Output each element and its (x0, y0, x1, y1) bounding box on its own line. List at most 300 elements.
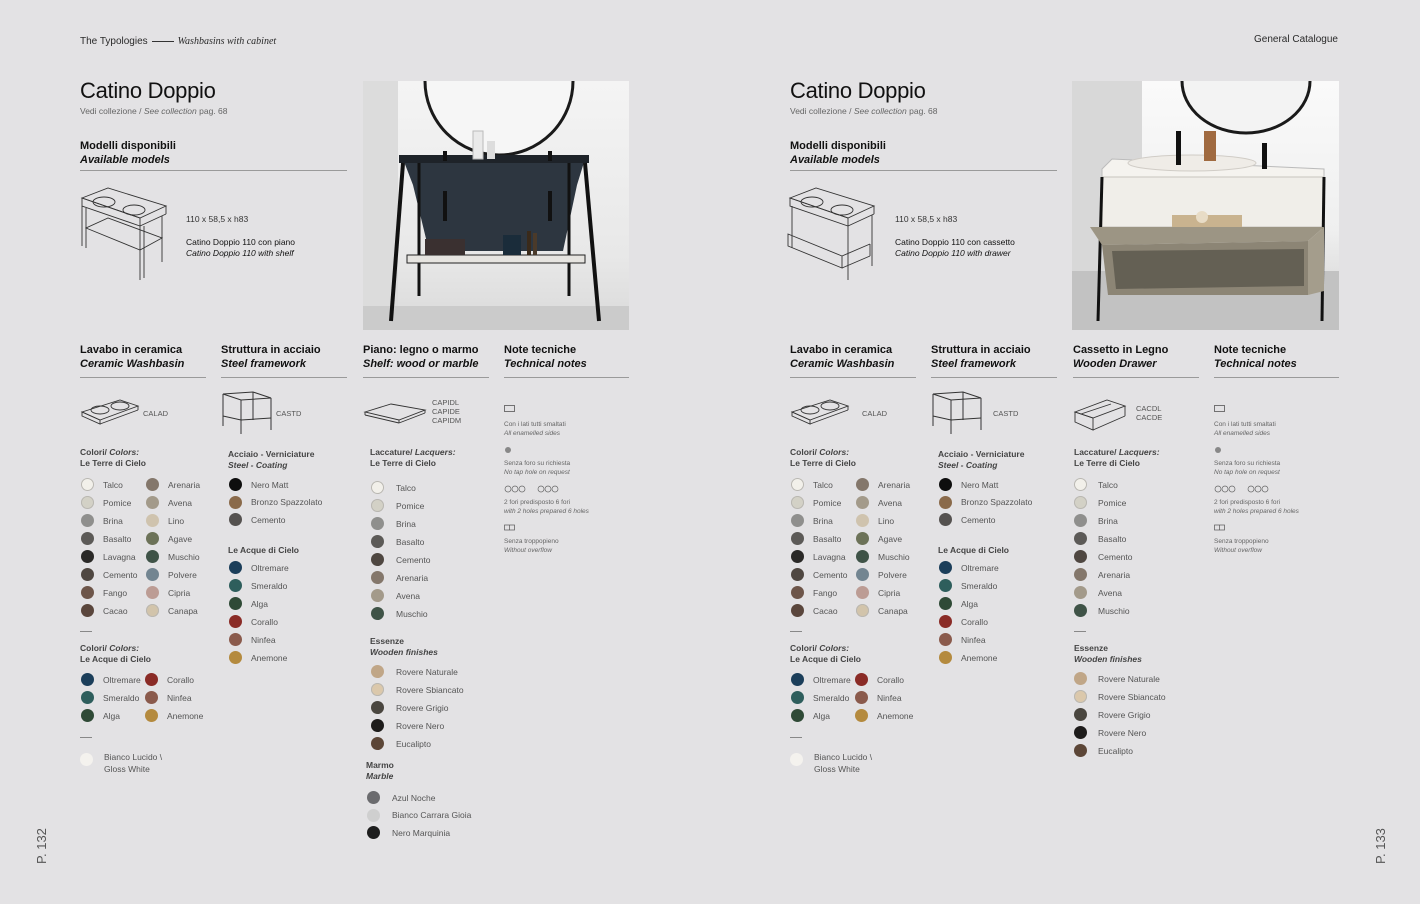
swatch-label: Eucalipto (1098, 745, 1133, 756)
swatch-dot (81, 478, 94, 491)
holes-icon (1214, 485, 1274, 493)
swatch-dot (81, 568, 94, 581)
swatch-terre-b (856, 478, 910, 491)
swatch-marmo (367, 809, 471, 822)
swatch-acciaio (229, 496, 322, 509)
col-framework-heading: Struttura in acciaio Steel framework (221, 344, 321, 370)
swatch-dot (1074, 708, 1087, 721)
swatch-label: Cacao (813, 605, 838, 616)
swatch-dot (856, 514, 869, 527)
swatch-dot (1074, 604, 1087, 617)
swatch-label: Bianco Lucido \ (104, 752, 163, 762)
no-overflow-icon (504, 524, 518, 532)
product-photo-shelf (363, 81, 629, 330)
swatch-label: Nero Matt (961, 479, 999, 490)
swatch-label: Alga (251, 598, 269, 609)
tap-hole-icon (504, 446, 512, 454)
divider (221, 377, 347, 378)
swatch-dot (81, 550, 94, 563)
divider (790, 737, 802, 738)
swatch-dot (146, 496, 159, 509)
swatch-label: Agave (168, 533, 193, 544)
swatch-dot (791, 709, 804, 722)
swatch-label: Pomice (103, 497, 132, 508)
col-drawer-heading: Cassetto in Legno Wooden Drawer (1073, 344, 1169, 370)
swatch-terre-b (856, 604, 908, 617)
swatch-acque-b (855, 709, 913, 722)
swatch-dot (1074, 586, 1087, 599)
swatch-label: Fango (103, 587, 128, 598)
models-heading: Modelli disponibili Available models (80, 140, 176, 166)
swatch-terre-b (856, 586, 900, 599)
swatch-label: Rovere Grigio (396, 702, 449, 713)
swatch-acque-a (81, 709, 120, 722)
swatch-dot (371, 535, 384, 548)
swatch-lacc-right (1074, 604, 1130, 617)
divider (80, 631, 92, 632)
col-shelf-heading: Piano: legno o marmo Shelf: wood or marble (363, 344, 479, 370)
swatch-terre-b (856, 550, 910, 563)
swatch-terre-b (146, 586, 190, 599)
swatch-label: Ninfea (961, 634, 986, 645)
divider (790, 631, 802, 632)
divider (80, 170, 347, 171)
swatch-label: Muschio (396, 608, 428, 619)
swatch-dot (145, 691, 158, 704)
swatch-lacc-right (1074, 514, 1118, 527)
swatch-label: Alga (813, 710, 831, 721)
swatch-dot (791, 514, 804, 527)
swatch-label: Rovere Sbiancato (396, 684, 464, 695)
swatch-lacc-left (371, 589, 420, 602)
shelf-icon (363, 402, 427, 424)
swatch-dot (1074, 478, 1087, 491)
model-dimensions: 110 x 58,5 x h83 (895, 214, 958, 224)
swatch-dot (229, 496, 242, 509)
swatch-acque-b (855, 691, 902, 704)
swatch-dot (229, 478, 242, 491)
swatch-dot (146, 478, 159, 491)
swatch-terre-a (791, 478, 833, 491)
swatch-label: Basalto (103, 533, 132, 544)
swatch-label: Nero Matt (251, 479, 289, 490)
col-washbasin-heading: Lavabo in ceramica Ceramic Washbasin (80, 344, 185, 370)
swatch-dot (1074, 496, 1087, 509)
model-name: Catino Doppio 110 con piano Catino Doppio 110 with shelf (186, 237, 296, 258)
swatch-dot (791, 673, 804, 686)
tap-hole-icon (1214, 446, 1222, 454)
swatch-label: Bianco Carrara Gioia (392, 810, 472, 820)
swatch-marmo (367, 791, 435, 804)
enamelled-icon (1214, 405, 1226, 413)
swatch-terre-b (146, 478, 200, 491)
swatch-dot (939, 513, 952, 526)
swatch-label: Anemone (877, 710, 914, 721)
swatch-lacc-right (1074, 568, 1130, 581)
swatch-lacc-right (1074, 550, 1133, 563)
swatch-label: Nero Marquinia (392, 827, 451, 838)
swatch-label: Gloss White (104, 764, 150, 774)
swatch-acque-b (145, 709, 203, 722)
swatch-label: Basalto (813, 533, 842, 544)
swatch-terre-a (791, 568, 848, 581)
swatch-label: Arenaria (396, 572, 429, 583)
swatch-terre-b (856, 496, 902, 509)
swatch-dot (371, 683, 384, 696)
swatch-acciaio (939, 478, 998, 491)
swatch-essenze (1074, 726, 1146, 739)
swatch-dot (229, 513, 242, 526)
framework-code: CASTD (993, 409, 1019, 418)
swatch-label: Oltremare (961, 562, 999, 573)
swatch-dot (229, 579, 242, 592)
swatch-dot (791, 586, 804, 599)
swatch-dot (371, 517, 384, 530)
swatch-dot (80, 753, 93, 766)
holes-icon (504, 485, 564, 493)
swatch-label: Basalto (396, 536, 425, 547)
swatch-label: Cemento (1098, 551, 1133, 562)
swatch-terre-b (856, 514, 894, 527)
swatch-label: Fango (813, 587, 838, 598)
swatch-acciaio-acque (229, 561, 289, 574)
swatch-dot (856, 586, 869, 599)
swatch-dot (371, 701, 384, 714)
washbasin-code: CALAD (143, 409, 169, 418)
swatch-dot (371, 589, 384, 602)
col-washbasin-heading: Lavabo in ceramica Ceramic Washbasin (790, 344, 895, 370)
swatch-label: Rovere Naturale (1098, 673, 1160, 684)
swatch-dot (1074, 744, 1087, 757)
swatch-terre-b (856, 568, 907, 581)
col-notes-heading: Note tecniche Technical notes (1214, 344, 1297, 370)
swatch-acque-a (791, 691, 849, 704)
swatch-dot (939, 615, 952, 628)
swatch-dot (939, 651, 952, 664)
swatch-label: Ninfea (167, 692, 192, 703)
swatch-acque-b (855, 673, 904, 686)
swatch-terre-a (791, 496, 841, 509)
swatch-dot (791, 532, 804, 545)
swatch-label: Corallo (961, 616, 988, 627)
swatch-essenze (1074, 672, 1160, 685)
swatch-dot (939, 561, 952, 574)
model-drawing-shelf (78, 186, 170, 284)
swatch-dot (229, 615, 242, 628)
swatch-terre-a (81, 478, 123, 491)
swatch-label: Brina (1098, 515, 1118, 526)
wooden-finishes-heading: Essenze Wooden finishes (370, 636, 438, 657)
swatch-label: Bronzo Spazzolato (961, 497, 1033, 507)
swatch-terre-a (791, 514, 833, 527)
swatch-essenze (371, 683, 464, 696)
swatch-label: Smeraldo (961, 580, 998, 591)
swatch-bianco (80, 751, 162, 775)
swatch-label: Agave (878, 533, 903, 544)
swatch-dot (855, 673, 868, 686)
swatch-lacc-left (371, 535, 424, 548)
swatch-label: Bronzo Spazzolato (251, 497, 323, 507)
swatch-dot (367, 809, 380, 822)
swatch-label: Muschio (168, 551, 200, 562)
divider (1214, 377, 1339, 378)
swatch-label: Cipria (168, 587, 191, 598)
swatch-label: Oltremare (251, 562, 289, 573)
col-notes-heading: Note tecniche Technical notes (504, 344, 587, 370)
swatch-label: Avena (168, 497, 192, 508)
swatch-marmo (367, 826, 450, 839)
divider (504, 377, 629, 378)
swatch-dot (855, 709, 868, 722)
drawer-codes: CACDL CACDE (1136, 404, 1163, 422)
swatch-dot (81, 496, 94, 509)
steel-acque-heading: Le Acque di Cielo (228, 545, 300, 555)
swatch-dot (1074, 672, 1087, 685)
framework-icon (221, 390, 273, 436)
swatch-lacc-left (371, 553, 431, 566)
swatch-label: Arenaria (168, 479, 201, 490)
swatch-dot (856, 478, 869, 491)
swatch-acciaio-acque (229, 633, 276, 646)
swatch-label: Muschio (878, 551, 910, 562)
swatch-dot (367, 826, 380, 839)
washbasin-icon (80, 396, 140, 428)
wooden-finishes-heading: Essenze Wooden finishes (1074, 643, 1142, 664)
swatch-acciaio-acque (229, 579, 287, 592)
swatch-dot (939, 496, 952, 509)
shelf-codes: CAPIDL CAPIDE CAPIDM (432, 398, 462, 425)
swatch-lacc-left (371, 499, 424, 512)
swatch-lacc-right (1074, 496, 1126, 509)
swatch-acciaio-acque (229, 597, 268, 610)
swatch-dot (371, 719, 384, 732)
swatch-acciaio-acque (939, 651, 997, 664)
swatch-label: Alga (103, 710, 121, 721)
swatch-terre-a (81, 568, 138, 581)
see-collection: Vedi collezione / See collection pag. 68 (790, 106, 938, 116)
swatch-dot (81, 691, 94, 704)
swatch-essenze (1074, 744, 1133, 757)
swatch-dot (1074, 514, 1087, 527)
swatch-essenze (371, 701, 448, 714)
swatch-dot (229, 561, 242, 574)
steel-acque-heading: Le Acque di Cielo (938, 545, 1010, 555)
swatch-acciaio (939, 496, 1032, 509)
swatch-terre-a (791, 586, 837, 599)
swatch-dot (1074, 550, 1087, 563)
framework-icon (931, 390, 983, 436)
swatch-label: Rovere Nero (396, 720, 445, 731)
swatch-dot (371, 607, 384, 620)
swatch-terre-a (81, 586, 127, 599)
colors-terre-heading: Colori/ Colors: Le Terre di Cielo (790, 447, 856, 468)
swatch-essenze (1074, 708, 1150, 721)
swatch-dot (146, 604, 159, 617)
divider (80, 377, 206, 378)
page-number-left: P. 132 (34, 828, 49, 864)
swatch-terre-b (146, 496, 192, 509)
swatch-acciaio (229, 478, 288, 491)
swatch-dot (146, 514, 159, 527)
swatch-terre-b (146, 604, 198, 617)
swatch-lacc-right (1074, 478, 1118, 491)
swatch-label: Talco (396, 482, 416, 493)
swatch-lacc-left (371, 571, 428, 584)
swatch-label: Cemento (103, 569, 138, 580)
swatch-lacc-right (1074, 586, 1122, 599)
swatch-label: Cemento (251, 514, 286, 525)
swatch-label: Talco (103, 479, 123, 490)
swatch-dot (791, 550, 804, 563)
swatch-label: Canapa (878, 605, 908, 616)
swatch-acciaio-acque (939, 597, 978, 610)
swatch-label: Bianco Lucido \ (814, 752, 873, 762)
swatch-label: Anemone (251, 652, 288, 663)
swatch-dot (1074, 532, 1087, 545)
swatch-terre-b (146, 550, 200, 563)
divider (1073, 377, 1199, 378)
swatch-label: Anemone (961, 652, 998, 663)
model-name: Catino Doppio 110 con cassetto Catino Doppio 110 with drawer (895, 237, 1015, 258)
swatch-acciaio-acque (229, 651, 287, 664)
swatch-label: Eucalipto (396, 738, 431, 749)
divider (363, 377, 489, 378)
swatch-dot (371, 553, 384, 566)
breadcrumb-subsection: Washbasins with cabinet (177, 36, 277, 47)
swatch-label: Muschio (1098, 605, 1130, 616)
framework-code: CASTD (276, 409, 302, 418)
divider (1074, 631, 1086, 632)
swatch-dot (1074, 568, 1087, 581)
swatch-terre-a (81, 604, 128, 617)
swatch-terre-a (791, 532, 841, 545)
swatch-label: Polvere (878, 569, 907, 580)
swatch-dot (371, 737, 384, 750)
swatch-dot (81, 709, 94, 722)
model-dimensions: 110 x 58,5 x h83 (186, 214, 249, 224)
page-number-right: P. 133 (1373, 828, 1388, 864)
breadcrumb-section: The Typologies (80, 36, 148, 47)
swatch-label: Cacao (103, 605, 128, 616)
swatch-terre-b (146, 532, 192, 545)
swatch-label: Rovere Nero (1098, 727, 1147, 738)
swatch-essenze (371, 719, 444, 732)
col-framework-heading: Struttura in acciaio Steel framework (931, 344, 1031, 370)
swatch-acciaio-acque (939, 561, 999, 574)
swatch-label: Pomice (396, 500, 425, 511)
swatch-terre-b (146, 514, 184, 527)
swatch-essenze (1074, 690, 1166, 703)
swatch-label: Basalto (1098, 533, 1127, 544)
swatch-dot (791, 604, 804, 617)
swatch-label: Smeraldo (813, 692, 850, 703)
swatch-dot (939, 478, 952, 491)
swatch-lacc-left (371, 481, 416, 494)
swatch-dot (939, 597, 952, 610)
swatch-label: Anemone (167, 710, 204, 721)
divider (931, 377, 1057, 378)
swatch-dot (146, 532, 159, 545)
swatch-label: Corallo (877, 674, 904, 685)
swatch-dot (229, 597, 242, 610)
swatch-dot (791, 691, 804, 704)
swatch-dot (371, 571, 384, 584)
swatch-terre-a (791, 550, 846, 563)
swatch-terre-a (81, 550, 136, 563)
swatch-dot (939, 633, 952, 646)
swatch-dot (371, 481, 384, 494)
swatch-dot (146, 586, 159, 599)
swatch-acque-b (145, 673, 194, 686)
lacquers-heading: Laccature/ Lacquers: Le Terre di Cielo (1074, 447, 1160, 468)
swatch-label: Cipria (878, 587, 901, 598)
swatch-dot (856, 550, 869, 563)
colors-acque-heading: Colori/ Colors: Le Acque di Cielo (80, 643, 152, 664)
washbasin-icon (790, 396, 850, 428)
swatch-label: Cemento (396, 554, 431, 565)
swatch-acque-b (145, 691, 192, 704)
swatch-dot (791, 568, 804, 581)
swatch-dot (856, 568, 869, 581)
swatch-acciaio-acque (939, 579, 997, 592)
catalogue-title: General Catalogue (1254, 34, 1338, 45)
swatch-label: Gloss White (814, 764, 860, 774)
no-overflow-icon (1214, 524, 1228, 532)
swatch-dot (81, 604, 94, 617)
swatch-label: Arenaria (878, 479, 911, 490)
swatch-dot (939, 579, 952, 592)
swatch-dot (81, 514, 94, 527)
divider (790, 170, 1057, 171)
swatch-label: Cemento (813, 569, 848, 580)
technical-notes: Con i lati tutti smaltati All enamelled sides Senza foro su richiesta No tap hole on request 2 fori predisposto 6 fori with 2 holes prepared 6 holes Senza troppopieno Without overflow (504, 400, 589, 555)
swatch-label: Smeraldo (103, 692, 140, 703)
breadcrumb (80, 36, 276, 47)
swatch-terre-a (81, 514, 123, 527)
swatch-dot (1074, 726, 1087, 739)
swatch-dot (145, 709, 158, 722)
swatch-dot (791, 478, 804, 491)
swatch-dot (855, 691, 868, 704)
product-title: Catino Doppio (790, 78, 926, 103)
product-title: Catino Doppio (80, 78, 216, 103)
swatch-label: Avena (878, 497, 902, 508)
swatch-label: Lavagna (103, 551, 136, 562)
swatch-acque-a (791, 673, 851, 686)
steel-coating-heading: Acciaio - Verniciature Steel - Coating (938, 449, 1025, 470)
swatch-label: Talco (1098, 479, 1118, 490)
marble-heading: Marmo Marble (366, 760, 394, 781)
swatch-label: Avena (1098, 587, 1122, 598)
divider (790, 377, 916, 378)
swatch-acque-a (81, 691, 139, 704)
swatch-dot (229, 651, 242, 664)
colors-terre-heading: Colori/ Colors: Le Terre di Cielo (80, 447, 146, 468)
swatch-label: Pomice (1098, 497, 1127, 508)
swatch-label: Brina (396, 518, 416, 529)
swatch-terre-a (791, 604, 838, 617)
swatch-dot (856, 496, 869, 509)
swatch-label: Brina (103, 515, 123, 526)
swatch-terre-a (81, 532, 131, 545)
swatch-label: Pomice (813, 497, 842, 508)
technical-notes: Con i lati tutti smaltati All enamelled sides Senza foro su richiesta No tap hole on request 2 fori predisposto 6 fori with 2 holes prepared 6 holes Senza troppopieno Without overflow (1214, 400, 1299, 555)
swatch-acciaio (939, 513, 996, 526)
swatch-label: Avena (396, 590, 420, 601)
swatch-terre-a (81, 496, 131, 509)
swatch-label: Rovere Naturale (396, 666, 458, 677)
see-collection: Vedi collezione / See collection pag. 68 (80, 106, 228, 116)
